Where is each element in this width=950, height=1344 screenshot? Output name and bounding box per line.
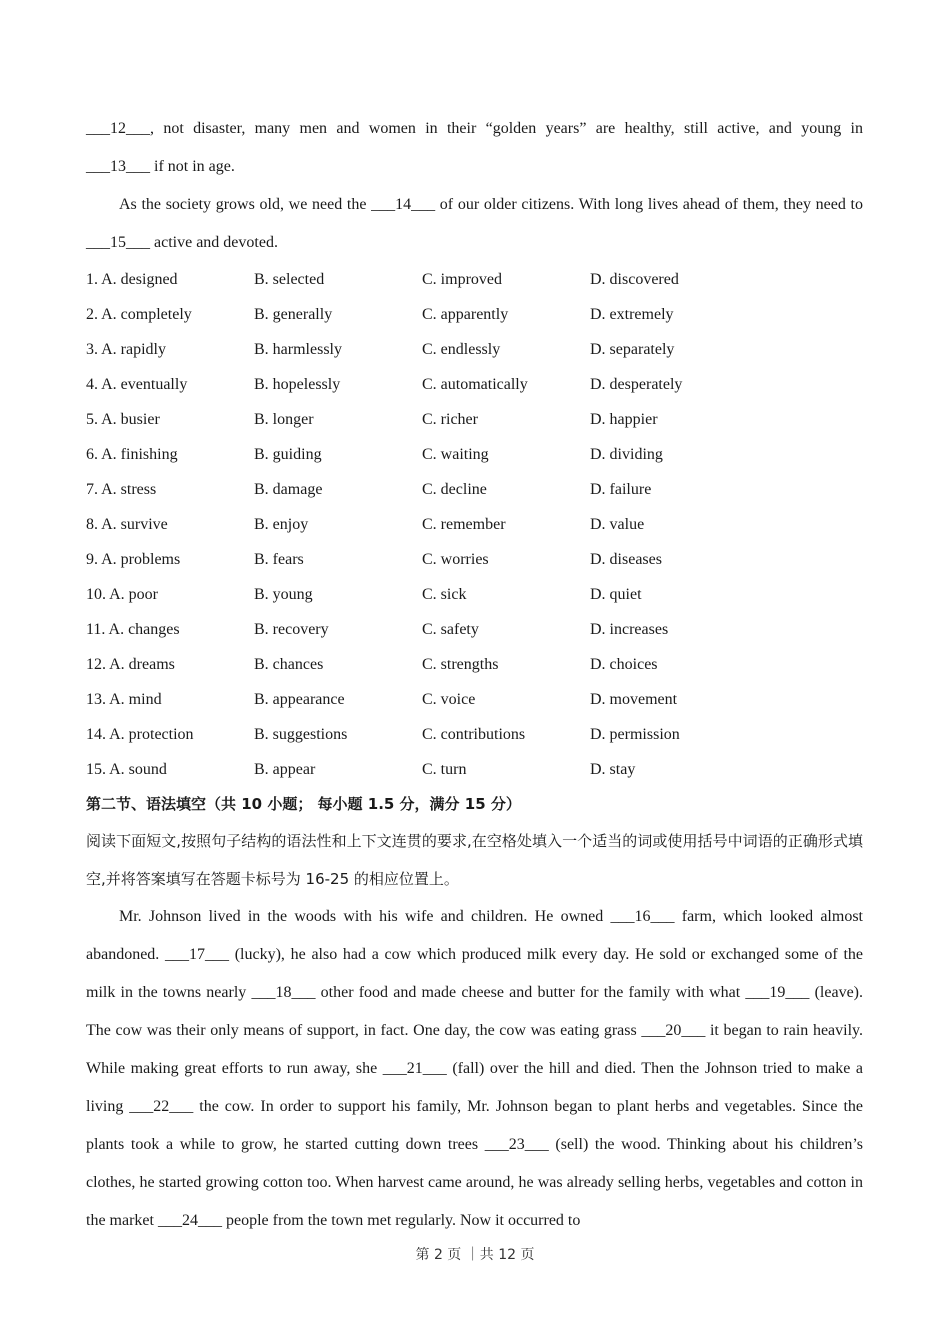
option-c: C. strengths [422, 656, 499, 673]
option-row [86, 262, 863, 297]
option-row [86, 612, 863, 647]
option-c: C. remember [422, 516, 506, 533]
option-a: 10. A. poor [86, 586, 158, 603]
option-b: B. appear [254, 761, 316, 778]
option-c: C. voice [422, 691, 476, 708]
option-row [86, 332, 863, 367]
option-a: 12. A. dreams [86, 656, 175, 673]
option-c: C. worries [422, 551, 489, 568]
option-d: D. value [590, 516, 645, 533]
option-c: C. apparently [422, 306, 509, 323]
option-b: B. damage [254, 481, 323, 498]
option-d: D. desperately [590, 376, 683, 393]
option-d: D. movement [590, 691, 678, 708]
option-c: C. waiting [422, 446, 489, 463]
options-list [86, 262, 863, 787]
option-d: D. extremely [590, 306, 674, 323]
option-b: B. chances [254, 656, 324, 673]
option-a: 5. A. busier [86, 411, 160, 428]
option-c: C. safety [422, 621, 479, 638]
option-a: 15. A. sound [86, 761, 167, 778]
option-row [86, 402, 863, 437]
option-d: D. permission [590, 726, 680, 743]
option-row [86, 507, 863, 542]
option-a: 8. A. survive [86, 516, 168, 533]
option-row [86, 367, 863, 402]
option-row [86, 472, 863, 507]
option-a: 9. A. problems [86, 551, 181, 568]
option-c: C. contributions [422, 726, 526, 743]
option-d: D. quiet [590, 586, 642, 603]
option-b: B. enjoy [254, 516, 309, 533]
section2-passage: Mr. Johnson lived in the woods with his wife and children. He owned ___16___ farm, which looked almost abandoned. ___17___ (lucky), he also had a cow which produced milk every day. He sold or exchanged some of the milk in the towns nearly ___18___ other food and made cheese and butter for the family with what ___19___ (leave). The cow was their only means of support, in fact. One day, the cow was eating grass ___20___ it began to rain heavily. While making great efforts to run away, she ___21___ (fall) over the hill and died. Then the Johnson tried to make a living ___22___ the cow. In order to support his family, Mr. Johnson began to plant herbs and vegetables. Since the plants took a while to grow, he started cutting down trees ___23___ (sell) the wood. Thinking about his children’s clothes, he started growing cotton too. When harvest came around, he was already selling herbs, vegetables and cotton in the market ___24___ people from the town met regularly. Now it occurred to [86, 908, 863, 1229]
option-d: D. diseases [590, 551, 662, 568]
option-b: B. recovery [254, 621, 329, 638]
section2-instructions: 阅读下面短文,按照句子结构的语法性和上下文连贯的要求,在空格处填入一个适当的词或使用括号中词语的正确形式填空,并将答案填写在答题卡标号为 16-25 的相应位置上。 [86, 832, 863, 888]
option-a: 4. A. eventually [86, 376, 188, 393]
option-c: C. endlessly [422, 341, 501, 358]
cloze-paragraph-14-15: As the society grows old, we need the ___14___ of our older citizens. With long lives ahead of them, they need to ___15___ active and devoted. [86, 196, 863, 251]
option-row [86, 542, 863, 577]
option-a: 3. A. rapidly [86, 341, 166, 358]
option-row [86, 717, 863, 752]
section2-title: 第二节、语法填空（共 10 小题； 每小题 1.5 分，满分 15 分） [86, 795, 521, 813]
option-a: 14. A. protection [86, 726, 194, 743]
option-c: C. sick [422, 586, 467, 603]
cloze-line-13: ___13___ if not in age. [86, 158, 235, 175]
option-b: B. appearance [254, 691, 345, 708]
option-b: B. guiding [254, 446, 322, 463]
option-row [86, 682, 863, 717]
option-b: B. suggestions [254, 726, 348, 743]
page-footer: 第 2 页 ｜共 12 页 [415, 1247, 535, 1263]
option-d: D. happier [590, 411, 658, 428]
option-c: C. decline [422, 481, 487, 498]
option-row [86, 297, 863, 332]
option-a: 7. A. stress [86, 481, 157, 498]
option-a: 6. A. finishing [86, 446, 178, 463]
option-d: D. stay [590, 761, 636, 778]
option-c: C. turn [422, 761, 467, 778]
option-row [86, 752, 863, 787]
option-b: B. hopelessly [254, 376, 341, 393]
option-a: 11. A. changes [86, 621, 180, 638]
option-b: B. longer [254, 411, 314, 428]
option-d: D. separately [590, 341, 675, 358]
option-row [86, 647, 863, 682]
option-b: B. harmlessly [254, 341, 342, 358]
option-row [86, 437, 863, 472]
option-b: B. selected [254, 271, 325, 288]
option-b: B. generally [254, 306, 333, 323]
option-b: B. young [254, 586, 313, 603]
option-row [86, 577, 863, 612]
option-d: D. choices [590, 656, 658, 673]
option-b: B. fears [254, 551, 304, 568]
option-a: 1. A. designed [86, 271, 178, 288]
option-c: C. richer [422, 411, 478, 428]
option-a: 13. A. mind [86, 691, 162, 708]
option-d: D. increases [590, 621, 669, 638]
option-a: 2. A. completely [86, 306, 192, 323]
option-d: D. failure [590, 481, 652, 498]
option-c: C. automatically [422, 376, 528, 393]
option-d: D. discovered [590, 271, 679, 288]
cloze-line-12: ___12___, not disaster, many men and women in their “golden years” are healthy, still active, and young in [86, 120, 863, 137]
option-c: C. improved [422, 271, 502, 288]
option-d: D. dividing [590, 446, 663, 463]
document-page [86, 110, 863, 1240]
